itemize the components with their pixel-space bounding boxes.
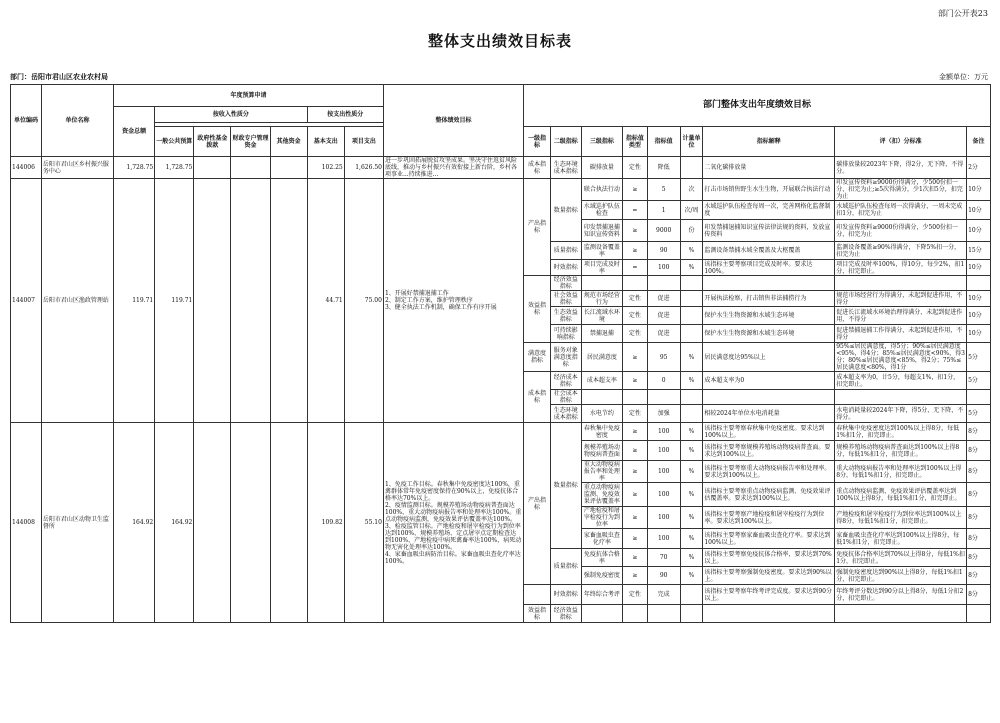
indicator-lvl3: 规模养殖场动物疫病普查面 [581,441,622,461]
note: 8分 [967,483,991,507]
unit-special [231,423,270,623]
unit-gov-fund [194,423,231,623]
scoring: 家畜血吸虫查化疗率达到100%以上得8分，每低1%扣1分，扣完即止。 [835,529,967,549]
value-type: ≥ [622,529,647,549]
header-code: 单位编码 [11,85,42,157]
indicator-lvl2: 社会成本指标 [550,390,581,405]
performance-table [10,84,991,623]
measure-unit: % [680,423,703,441]
explanation: 该指标主要考察家畜血吸虫查化疗率。要求达到100%以上。 [703,529,835,549]
indicator-lvl3 [581,605,622,623]
note: 10分 [967,201,991,220]
scoring [835,276,967,291]
unit-special [231,157,270,179]
indicator-lvl2: 时效指标 [550,585,581,605]
value-type [622,390,647,405]
scoring: 印发宣传资料≥9000份得满分，少500份扣一分，扣完为止;≥5次得满分，少1次扣5分，扣完为止 [835,179,967,201]
note [967,390,991,405]
unit-other [270,157,307,179]
header-project: 项目支出 [344,127,383,157]
value: 促进 [647,291,680,307]
header-overall-goal: 整体绩效目标 [383,85,523,157]
explanation: 水域巡护队伍检查每周一次，完善网格化监督制度 [703,201,835,220]
value-type: ≥ [622,343,647,372]
unit-code: 144007 [11,179,42,423]
measure-unit [680,405,703,423]
scoring: 免疫抗体合格率达到70%以上得8分，每低1%扣1分，扣完即止。 [836,550,965,565]
unit-basic: 102.25 [307,157,344,179]
scoring: 规范市场经营行为得满分，未起到促进作用，不得分 [835,291,967,307]
value-type: ≥ [622,372,647,390]
explanation: 相较2024年单位水电消耗量 [703,405,835,423]
unit-general: 1,728.75 [155,157,194,179]
scoring: 促进禁捕退捕工作得满分，未起到促进作用，不得分 [835,325,967,343]
value: 100 [647,529,680,549]
unit-name: 岳阳市君山区渔政管理站 [41,179,113,423]
header-name: 单位名称 [41,85,113,157]
header-scoring: 评（扣）分标准 [835,127,967,157]
header-budget: 年度预算申请 [114,85,384,107]
note [967,276,991,291]
unit-total: 1,728.75 [114,157,155,179]
unit-total: 119.71 [114,179,155,423]
indicator-lvl3: 春秋集中免疫密度 [581,423,622,441]
indicator-lvl1: 满意度指标 [524,343,551,372]
note: 8分 [967,529,991,549]
indicator-lvl2: 数量指标 [550,179,581,242]
value-type: ≥ [622,242,647,260]
header-dept-goals: 部门整体支出年度绩效目标 [524,85,991,127]
value-type: 定性 [622,405,647,423]
unit-basic: 44.71 [307,179,344,423]
unit-code: 144006 [11,157,42,179]
value: 完成 [647,585,680,605]
value: 促进 [647,307,680,325]
value: 100 [647,483,680,507]
value-type: ≥ [622,220,647,242]
scoring: 规模养殖场动物疫病普查面达到100%以上得8分，每低1%扣1分，扣完即止。 [835,441,967,461]
measure-unit: % [680,343,703,372]
explanation [703,390,835,405]
value: 0 [647,372,680,390]
table-row [11,423,991,441]
unit-project: 55.10 [344,423,383,623]
indicator-lvl3: 禁捕退捕 [581,325,622,343]
measure-unit: 份 [680,220,703,242]
indicator-lvl3 [581,390,622,405]
indicator-lvl3: 成本超支率 [581,372,622,390]
value: 1 [647,201,680,220]
scoring: 项目完成及时率100%，得10分，每少2%，扣1分，扣完即止。 [835,260,967,276]
indicator-lvl3: 碳排放量 [581,157,622,179]
value [647,390,680,405]
header-special: 财政专户管理资金 [231,127,270,157]
measure-unit: % [680,507,703,529]
indicator-lvl3: 年终综合考评 [581,585,622,605]
explanation: 印发禁捕退捕知识宣传法律法规的资料，发放宣传资料 [703,220,835,242]
value-type: ≥ [622,483,647,507]
explanation [703,276,835,291]
header-lvl2: 二级指标 [550,127,581,157]
unit-name: 岳阳市君山区乡村振兴服务中心 [41,157,113,179]
indicator-lvl2: 经济效益指标 [550,605,581,623]
scoring: 监测设备覆盖≥90%得满分，下降5%扣一分，扣完为止 [835,242,967,260]
note: 8分 [967,567,991,585]
note: 10分 [967,325,991,343]
scoring: 95%≤居民满意度，得5分；90%≤居民满意度<95%，得4分；85%≤居民满意度<90%，得3分；80%≤居民满意度<85%，得2分；75%≤居民满意度<80%，得1分 [836,343,965,371]
scoring: 促进长江流域水环境治理得满分，未起到促进作用，不得分 [835,307,967,325]
value-type: 定性 [622,157,647,179]
indicator-lvl3: 水域巡护队伍检查 [581,201,622,220]
note [967,605,991,623]
indicator-lvl3: 重大动物疫病报告率和处理率 [581,461,622,483]
indicator-lvl2: 时效指标 [550,260,581,276]
scoring: 水域巡护队伍检查每周一次得满分，一周未完成扣1分，扣完为止 [835,201,967,220]
indicator-lvl1: 产出指标 [524,423,551,585]
header-by-use: 按支出性质分 [307,107,383,123]
indicator-lvl2: 经济成本指标 [550,372,581,390]
measure-unit: % [680,441,703,461]
value-type: ≥ [622,461,647,483]
header-lvl1: 一级指标 [524,127,551,157]
value-type: 定性 [622,291,647,307]
value: 90 [647,242,680,260]
note: 10分 [967,220,991,242]
unit-goal: 1、开展好禁捕退捕工作 2、制定工作方案，维护管理秩序 3、健全执法工作机制，确保工作有序开展 [383,179,523,423]
indicator-lvl3: 家畜血吸虫查化疗率 [581,529,622,549]
indicator-lvl1: 效益指标 [524,276,551,343]
explanation: 二氧化碳排放量 [703,157,835,179]
unit-goal: 进一步巩固拓展脱贫攻坚成果。坚决守住返贫风险底线，推动与乡村振兴有效衔接上新台阶，乡村各项事业...持续推进... [383,157,523,179]
scoring: 碳排放量较2023年下降，得2分，无下降，不得分。 [835,157,967,179]
measure-unit [680,307,703,325]
note: 15分 [967,242,991,260]
indicator-lvl1: 效益指标 [524,605,551,623]
value [647,605,680,623]
indicator-lvl2: 可持续影响指标 [550,325,581,343]
header-by-source: 按收入性质分 [155,107,307,123]
measure-unit [680,291,703,307]
note: 10分 [967,260,991,276]
page-number: 部门公开表23 [937,9,988,18]
measure-unit: % [680,260,703,276]
value: 95 [647,343,680,372]
header-other: 其他资金 [270,127,307,157]
value-type [622,605,647,623]
explanation: 该指标主要考察免疫抗体合格率，要求达到70%以上。 [703,549,835,567]
scoring: 重点动物疫病监测、免疫效果评估覆盖率达到100%以上得8分，每低1%扣1分，扣完即止。 [835,483,967,507]
value-type: 定性 [622,307,647,325]
explanation: 监测设备禁捕水域全覆盖及大枢覆盖 [703,242,835,260]
measure-unit: % [680,549,703,567]
unit-project: 1,626.50 [344,157,383,179]
header-total: 资金总额 [114,107,155,157]
value-type: = [622,201,647,220]
indicator-lvl3: 产地检疫和屠宰检疫行为到位率 [581,507,622,529]
indicator-lvl2: 社会效益指标 [550,291,581,307]
measure-unit [680,390,703,405]
header-explain: 指标解释 [703,127,835,157]
explanation: 该指标主要考察重大动物疫病报告率和处理率。要求达到100%以上。 [703,461,835,483]
value-type: ≥ [622,549,647,567]
note: 8分 [967,441,991,461]
note: 5分 [967,343,991,372]
value: 100 [647,461,680,483]
explanation: 成本超支率为0 [703,372,835,390]
note: 8分 [967,461,991,483]
explanation [703,605,835,623]
scoring: 成本超支率为0，计5分，每超支1%，扣1分，扣完即止。 [835,372,967,390]
indicator-lvl2: 生态环境成本指标 [550,405,581,423]
unit-gov-fund [194,157,231,179]
note: 10分 [967,307,991,325]
indicator-lvl3: 居民满意度 [581,343,622,372]
note: 5分 [967,372,991,390]
indicator-lvl3: 水电节约 [581,405,622,423]
indicator-lvl3: 强制免疫密度 [581,567,622,585]
indicator-lvl3: 免疫抗体合格率 [581,549,622,567]
department-label: 部门：岳阳市君山区农业农村局 [10,72,108,81]
measure-unit: % [680,372,703,390]
note: 10分 [967,179,991,201]
measure-unit: % [680,483,703,507]
note: 8分 [967,585,991,605]
indicator-lvl2: 生态效益指标 [550,307,581,325]
unit-other [270,179,307,423]
value: 促进 [647,325,680,343]
value-type: = [622,260,647,276]
indicator-lvl2: 质量指标 [550,549,581,585]
scoring: 春秋集中免疫密度达到100%以上得8分，每低1%扣1分，扣完即止。 [835,423,967,441]
measure-unit [680,276,703,291]
value-type: ≥ [622,567,647,585]
measure-unit [680,157,703,179]
explanation: 保护水生生物资源和水域生态环境 [703,307,835,325]
unit-code: 144008 [11,423,42,623]
header-unit: 计量单位 [680,127,703,157]
value: 100 [647,441,680,461]
indicator-lvl2: 生态环境成本指标 [550,157,581,179]
explanation: 开展执法检察，打击销售非法捕捞行为 [703,291,835,307]
value: 降低 [647,157,680,179]
indicator-lvl2: 数量指标 [550,423,581,549]
value [647,276,680,291]
header-general: 一般公共预算 [155,127,194,157]
note: 10分 [967,291,991,307]
value: 100 [647,260,680,276]
measure-unit [680,585,703,605]
indicator-lvl1 [524,585,551,605]
indicator-lvl2: 质量指标 [550,242,581,260]
value: 加强 [647,405,680,423]
note: 8分 [967,549,991,567]
scoring: 产地检疫和屠宰检疫行为到位率达到100%以上得8分，每低1%扣1分，扣完即止。 [835,507,967,529]
explanation: 保护水生生物资源和水域生态环境 [703,325,835,343]
unit-other [270,423,307,623]
measure-unit [680,605,703,623]
indicator-lvl3: 规范市场经营行为 [581,291,622,307]
unit-basic: 109.82 [307,423,344,623]
header-basic: 基本支出 [307,127,344,157]
note: 8分 [967,423,991,441]
note: 5分 [967,405,991,423]
explanation: 打击市场销售野生水生生物，开展联合执法行动 [703,179,835,201]
indicator-lvl3 [581,276,622,291]
explanation: 该指标主要考察项目完成及时率。要求达100%。 [703,260,835,276]
measure-unit: 次 [680,179,703,201]
value: 70 [647,549,680,567]
measure-unit: % [680,242,703,260]
page-title: 整体支出绩效目标表 [427,32,572,50]
header-value-type: 指标值类型 [622,127,647,157]
value: 100 [647,507,680,529]
note: 2分 [967,157,991,179]
indicator-lvl3: 监测设备覆盖率 [581,242,622,260]
explanation: 该指标主要考察产地检疫和屠宰检疫行为到位率。要求达到100%以上。 [703,507,835,529]
value: 9000 [647,220,680,242]
scoring: 水电消耗量较2024年下降，得5分，无下降，不得分。 [835,405,967,423]
indicator-lvl3: 项目完成及时率 [581,260,622,276]
unit-project: 75.00 [344,179,383,423]
amount-unit-label: 金额单位：万元 [939,73,988,81]
header-note: 备注 [967,127,991,157]
value-type: ≥ [622,507,647,529]
explanation: 该指标主要考察年终考评完成度。要求达到90分以上。 [703,585,835,605]
note: 8分 [967,507,991,529]
header-value: 指标值 [647,127,680,157]
header-lvl3: 三级指标 [581,127,622,157]
unit-general: 119.71 [155,179,194,423]
value-type: ≥ [622,179,647,201]
value: 100 [647,423,680,441]
value: 90 [647,567,680,585]
indicator-lvl1: 产出指标 [524,179,551,276]
scoring: 重大动物疫病报告率和处理率达到100%以上得8分，每低1%扣1分，扣完即止。 [835,461,967,483]
measure-unit [680,325,703,343]
explanation: 居民满意度达95%以上 [703,343,835,372]
scoring [835,605,967,623]
explanation: 该指标主要考察强制免疫密度。要求达到90%以上。 [703,567,835,585]
indicator-lvl3: 印发禁捕退捕知识宣传资料 [581,220,622,242]
scoring: 印发宣传资料≥9000份得满分，少500份扣一分，扣完为止 [835,220,967,242]
header-gov-fund: 政府性基金拨款 [194,127,231,157]
indicator-lvl1: 成本指标 [524,372,551,423]
indicator-lvl2: 服务对象满意度指标 [550,343,581,372]
unit-gov-fund [194,179,231,423]
value-type: ≥ [622,423,647,441]
indicator-lvl3: 长江流域水环境 [581,307,622,325]
unit-special [231,179,270,423]
measure-unit: 次/周 [680,201,703,220]
scoring [835,390,967,405]
unit-goal: 1、免疫工作目标。春秋集中免疫密度达100%，重禽群体常年免疫密度保持在90%以上，免疫抗体合格率达70%以上。 2、疫情监测目标。规模养殖场动物疫病普查面达100%，重大动物疫病报告率和处理率达100%。重点动物疫病监测，免疫效果评估覆盖率达100%。 3、检疫监管目标。产地检疫和屠宰检疫行为到位率达到100%，规模养殖场、定点屠宰点定期检查达到100%，产地检疫中病死禽畜率达100%，病死动物无害化处理率达100%。 4、家畜血吸虫病防治目标。家畜血吸虫查化疗率达100%。 [383,423,523,623]
explanation: 该指标主要考察春秋集中免疫密度。要求达到100%以上。 [703,423,835,441]
measure-unit: % [680,567,703,585]
table-row [11,157,991,179]
explanation: 该指标主要考察规模养殖场动物疫病普查面。要求达到100%以上。 [703,441,835,461]
unit-name: 岳阳市君山区动物卫生监督所 [41,423,113,623]
unit-total: 164.92 [114,423,155,623]
value-type: ≥ [622,441,647,461]
unit-general: 164.92 [155,423,194,623]
indicator-lvl3: 联合执法行动 [581,179,622,201]
value-type: 定性 [622,325,647,343]
measure-unit: % [680,529,703,549]
scoring: 强制免疫密度达到90%以上得8分，每低1%扣1分，扣完即止。 [835,567,967,585]
scoring: 年终考评分数达到90分以上得8分，每低1分扣2分，扣完即止。 [835,585,967,605]
measure-unit: % [680,461,703,483]
value-type [622,276,647,291]
indicator-lvl3: 重点动物疫病监测、免疫效果评估覆盖率 [581,483,622,507]
indicator-lvl2: 经济效益指标 [550,276,581,291]
table-row [11,179,991,201]
explanation: 该指标主要考察重点动物疫病监测、免疫效果评估覆盖率。要求达到100%以上。 [703,483,835,507]
indicator-lvl1: 成本指标 [524,157,551,179]
value: 5 [647,179,680,201]
value-type: 定性 [622,585,647,605]
